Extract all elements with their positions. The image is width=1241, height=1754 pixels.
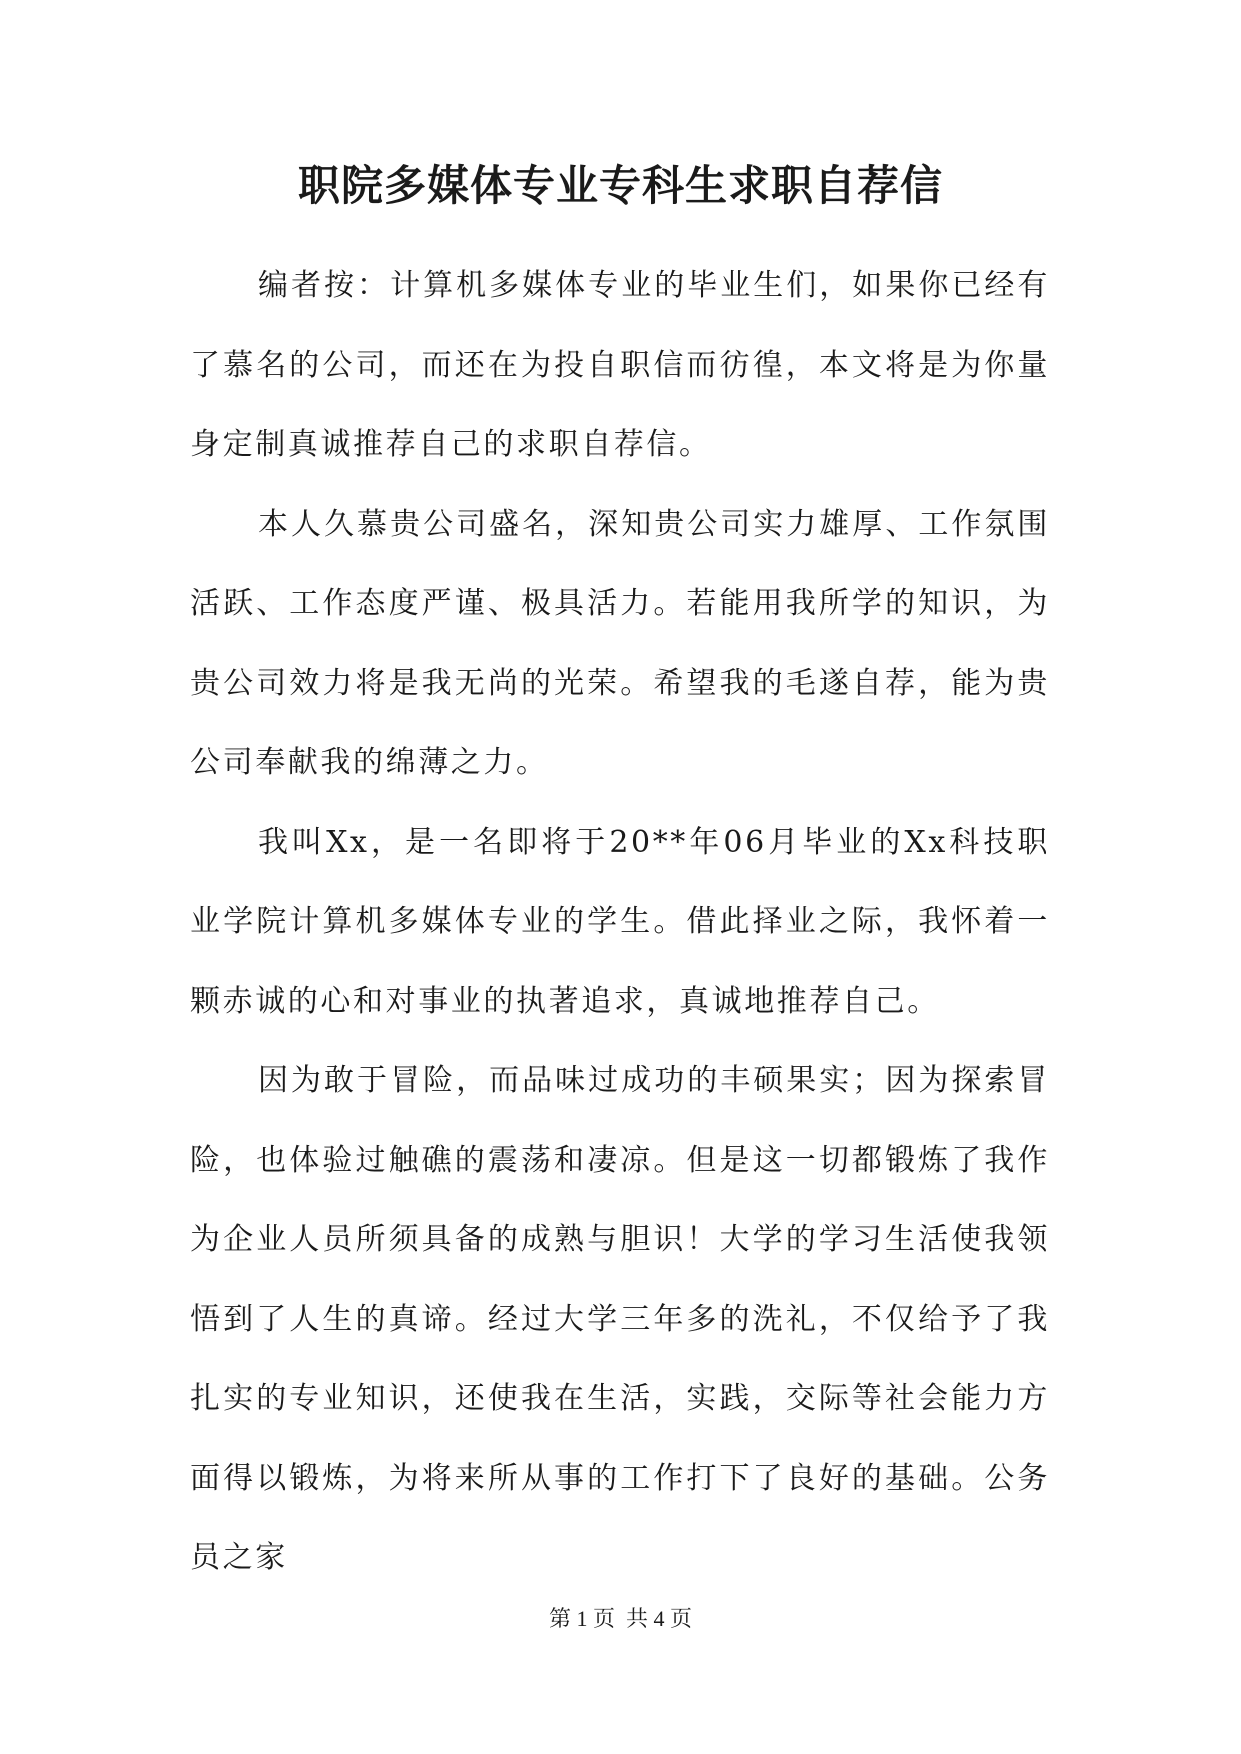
document-title: 职院多媒体专业专科生求职自荐信 (297, 161, 943, 210)
page-number: 第 1 页 共 4 页 (548, 1606, 692, 1631)
document-body (190, 246, 1050, 1598)
paragraph-experience: 因为敢于冒险，而品味过成功的丰硕果实；因为探索冒险，也体验过触礁的震荡和凄凉。但是这一切都锻炼了我作为企业人员所须具备的成熟与胆识！大学的学习生活使我领悟到了人生的真谛。经过大学三年多的洗礼，不仅给予了我扎实的专业知识，还使我在生活，实践，交际等社会能力方面得以锻炼，为将来所从事的工作打下了良好的基础。公务员之家 (190, 1063, 1050, 1575)
paragraph-company-admiration: 本人久慕贵公司盛名，深知贵公司实力雄厚、工作氛围活跃、工作态度严谨、极具活力。若能用我所学的知识，为贵公司效力将是我无尚的光荣。希望我的毛遂自荐，能为贵公司奉献我的绵薄之力。 (190, 506, 1050, 780)
paragraph-self-introduction: 我叫Xx，是一名即将于20**年06月毕业的Xx科技职业学院计算机多媒体专业的学生。借此择业之际，我怀着一颗赤诚的心和对事业的执著追求，真诚地推荐自己。 (190, 824, 1050, 1019)
paragraph-editor-note: 编者按：计算机多媒体专业的毕业生们，如果你已经有了慕名的公司，而还在为投自职信而彷徨，本文将是为你量身定制真诚推荐自己的求职自荐信。 (190, 268, 1050, 462)
page-footer (0, 1604, 1241, 1634)
